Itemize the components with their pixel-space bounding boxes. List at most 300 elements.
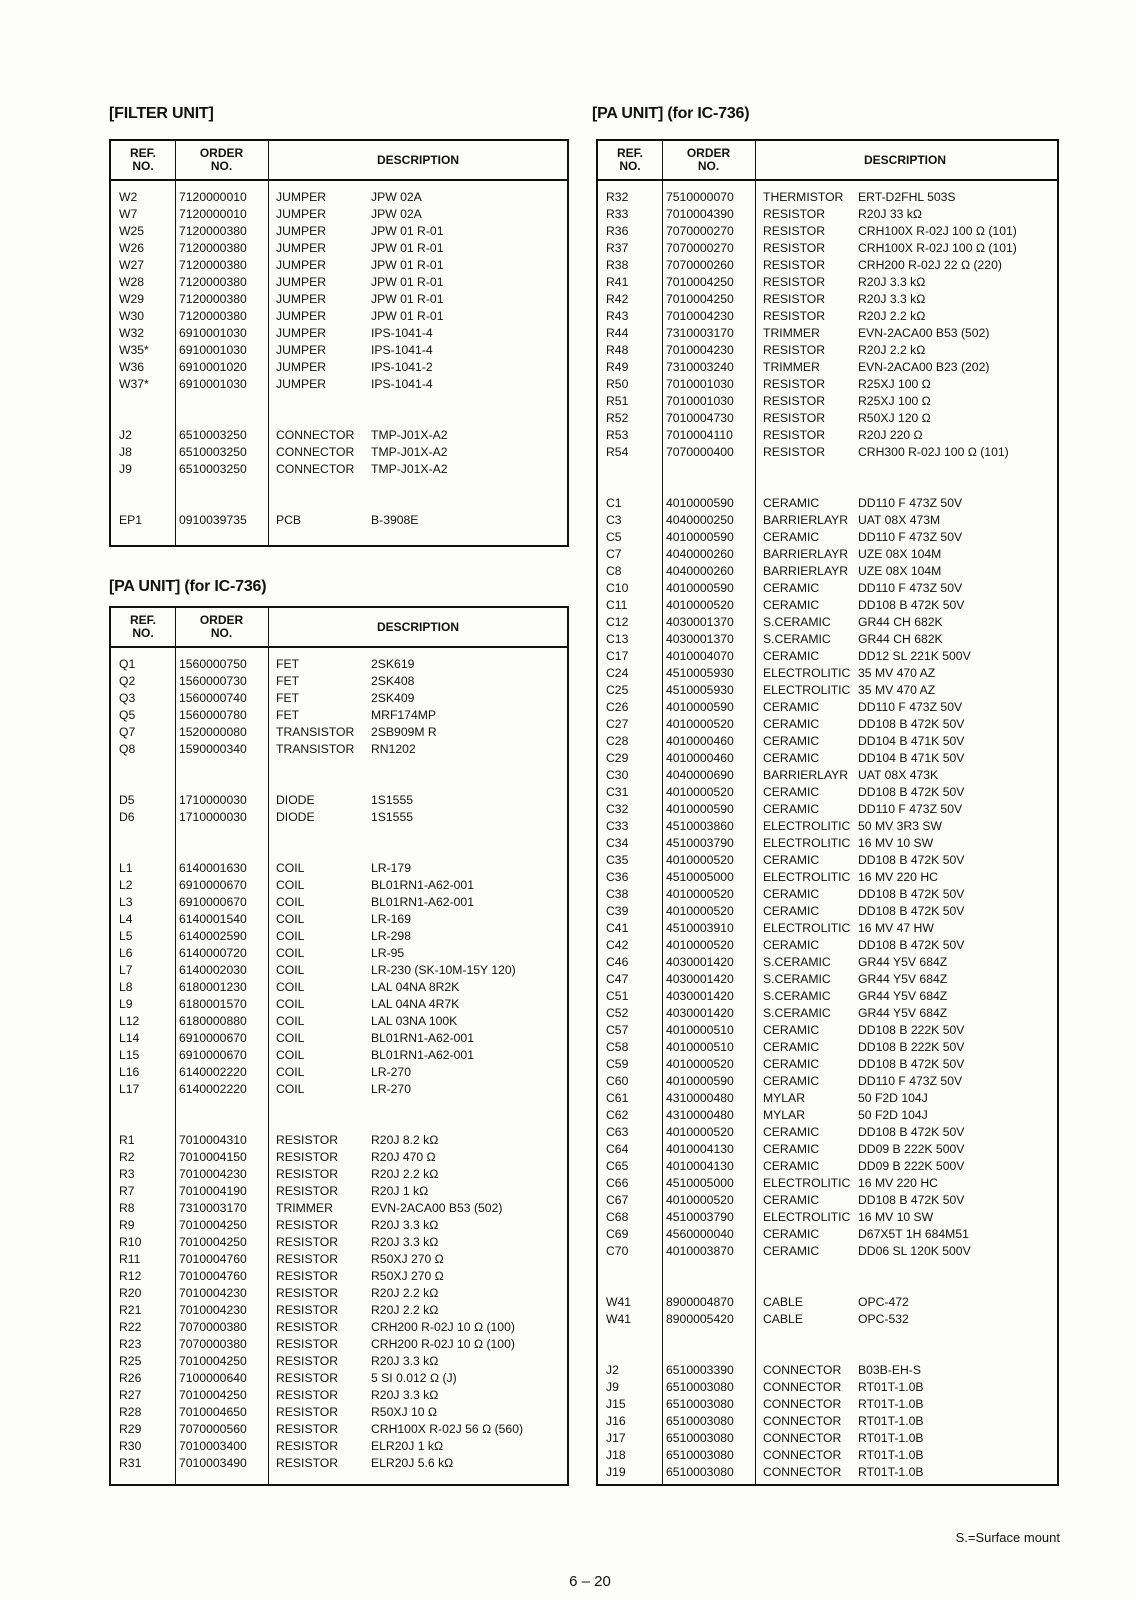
order-no: 7010004230 — [179, 1303, 247, 1317]
ref-no: L12 — [119, 1014, 140, 1028]
table-row — [111, 1370, 567, 1387]
table-row — [111, 860, 567, 877]
ref-no: R27 — [119, 1388, 142, 1402]
part-type: CONNECTOR — [763, 1397, 842, 1411]
part-value: R20J 3.3 kΩ — [371, 1354, 439, 1368]
order-no: 6510003080 — [666, 1448, 734, 1462]
order-no: 6510003080 — [666, 1414, 734, 1428]
ref-no: C47 — [606, 972, 629, 986]
order-no: 7120000380 — [179, 258, 247, 272]
ref-no: C68 — [606, 1210, 629, 1224]
order-no: 7070000270 — [666, 224, 734, 238]
order-no: 4010000590 — [666, 530, 734, 544]
table-row — [598, 801, 1057, 818]
part-value: DD108 B 472K 50V — [858, 1193, 965, 1207]
part-value: R50XJ 270 Ω — [371, 1252, 444, 1266]
ref-no: W35* — [119, 343, 149, 357]
header-ref-no-line: REF. — [129, 146, 156, 160]
part-type: COIL — [276, 980, 305, 994]
order-no: 1710000030 — [179, 793, 247, 807]
group-spacer — [598, 1277, 1057, 1294]
table-row — [111, 673, 567, 690]
table-row — [598, 1124, 1057, 1141]
part-type: ELECTROLITIC — [763, 836, 851, 850]
part-type: CERAMIC — [763, 1125, 820, 1139]
part-type: CERAMIC — [763, 649, 820, 663]
ref-no: W28 — [119, 275, 145, 289]
order-no: 7010004230 — [179, 1167, 247, 1181]
part-type: S.CERAMIC — [763, 615, 831, 629]
part-type: FET — [276, 657, 300, 671]
ref-no: R22 — [119, 1320, 142, 1334]
table-row — [111, 325, 567, 342]
table-row — [598, 614, 1057, 631]
order-no: 7010003490 — [179, 1456, 247, 1470]
table-row — [111, 274, 567, 291]
part-type: CERAMIC — [763, 530, 820, 544]
table-row — [111, 911, 567, 928]
ref-no: Q7 — [119, 725, 136, 739]
part-type: CERAMIC — [763, 853, 820, 867]
part-type: RESISTOR — [276, 1269, 339, 1283]
table-row — [111, 877, 567, 894]
part-type: MYLAR — [763, 1091, 805, 1105]
part-value: RT01T-1.0B — [858, 1397, 924, 1411]
part-type: ELECTROLITIC — [763, 921, 851, 935]
ref-no: J2 — [606, 1363, 619, 1377]
order-no: 7010003400 — [179, 1439, 247, 1453]
part-type: S.CERAMIC — [763, 1006, 831, 1020]
pa-unit-right-title: [PA UNIT] (for IC-736) — [592, 105, 750, 122]
part-value: 2SK409 — [371, 691, 415, 705]
part-value: GR44 CH 682K — [858, 632, 943, 646]
ref-no: C66 — [606, 1176, 629, 1190]
order-no: 7070000380 — [179, 1337, 247, 1351]
part-value: EVN-2ACA00 B23 (202) — [858, 360, 990, 374]
ref-no: W26 — [119, 241, 145, 255]
order-no: 4010004070 — [666, 649, 734, 663]
part-value: DD110 F 473Z 50V — [858, 530, 963, 544]
part-type: THERMISTOR — [763, 190, 844, 204]
part-type: DIODE — [276, 793, 315, 807]
part-type: COIL — [276, 963, 305, 977]
table-row — [598, 1056, 1057, 1073]
part-type: RESISTOR — [276, 1388, 339, 1402]
order-no: 6510003080 — [666, 1465, 734, 1479]
order-no: 6510003080 — [666, 1431, 734, 1445]
part-value: ELR20J 1 kΩ — [371, 1439, 444, 1453]
order-no: 7070000260 — [666, 258, 734, 272]
ref-no: D5 — [119, 793, 135, 807]
part-type: RESISTOR — [276, 1371, 339, 1385]
ref-no: C52 — [606, 1006, 629, 1020]
ref-no: L6 — [119, 946, 133, 960]
order-no: 4310000480 — [666, 1108, 734, 1122]
table-row — [111, 240, 567, 257]
ref-no: W25 — [119, 224, 145, 238]
table-row — [111, 1166, 567, 1183]
part-type: CONNECTOR — [276, 462, 355, 476]
order-no: 7010004230 — [666, 309, 734, 323]
group-spacer — [111, 843, 567, 860]
ref-no: L16 — [119, 1065, 140, 1079]
ref-no: L8 — [119, 980, 133, 994]
part-type: RESISTOR — [763, 411, 826, 425]
part-type: CERAMIC — [763, 581, 820, 595]
part-value: JPW 02A — [371, 207, 422, 221]
part-type: CERAMIC — [763, 1074, 820, 1088]
order-no: 7310003170 — [179, 1201, 247, 1215]
table-row — [598, 1379, 1057, 1396]
part-type: RESISTOR — [276, 1422, 339, 1436]
ref-no: C3 — [606, 513, 622, 527]
ref-no: W7 — [119, 207, 138, 221]
part-type: S.CERAMIC — [763, 989, 831, 1003]
order-no: 4010004130 — [666, 1142, 734, 1156]
ref-no: L1 — [119, 861, 133, 875]
table-row — [111, 809, 567, 826]
part-type: RESISTOR — [763, 428, 826, 442]
order-no: 4030001420 — [666, 989, 734, 1003]
part-type: RESISTOR — [276, 1286, 339, 1300]
table-row — [111, 724, 567, 741]
group-spacer — [111, 410, 567, 427]
part-value: 50 MV 3R3 SW — [858, 819, 942, 833]
table-row — [111, 223, 567, 240]
part-type: BARRIERLAYR — [763, 547, 849, 561]
order-no: 4010000460 — [666, 734, 734, 748]
part-type: COIL — [276, 929, 305, 943]
ref-no: C31 — [606, 785, 629, 799]
order-no: 4010000510 — [666, 1040, 734, 1054]
order-no: 1710000030 — [179, 810, 247, 824]
table-row — [111, 1132, 567, 1149]
ref-no: Q8 — [119, 742, 136, 756]
part-type: COIL — [276, 946, 305, 960]
part-type: COIL — [276, 997, 305, 1011]
order-no: 4030001420 — [666, 955, 734, 969]
part-type: CERAMIC — [763, 904, 820, 918]
part-value: MRF174MP — [371, 708, 437, 722]
part-value: R20J 3.3 kΩ — [858, 292, 926, 306]
part-value: DD108 B 472K 50V — [858, 938, 965, 952]
table-row — [111, 928, 567, 945]
order-no: 7010004760 — [179, 1252, 247, 1266]
ref-no: L4 — [119, 912, 133, 926]
part-value: 35 MV 470 AZ — [858, 666, 936, 680]
header-order-no — [662, 141, 755, 179]
part-value: EVN-2ACA00 B53 (502) — [371, 1201, 503, 1215]
order-no: 4030001420 — [666, 972, 734, 986]
table-row — [598, 1243, 1057, 1260]
part-type: ELECTROLITIC — [763, 666, 851, 680]
table-row — [111, 1200, 567, 1217]
part-value: IPS-1041-4 — [371, 343, 433, 357]
ref-no: C41 — [606, 921, 629, 935]
table-row — [598, 937, 1057, 954]
part-type: BARRIERLAYR — [763, 513, 849, 527]
order-no: 4040000250 — [666, 513, 734, 527]
table-row — [598, 767, 1057, 784]
part-type: RESISTOR — [763, 258, 826, 272]
table-row — [111, 427, 567, 444]
group-spacer — [111, 393, 567, 410]
table-row — [111, 690, 567, 707]
part-value: R20J 33 kΩ — [858, 207, 922, 221]
order-no: 4010000520 — [666, 717, 734, 731]
header-ref-no — [111, 608, 175, 646]
part-type: RESISTOR — [276, 1439, 339, 1453]
header-order-no-line: NO. — [697, 159, 720, 173]
ref-no: C36 — [606, 870, 629, 884]
ref-no: C62 — [606, 1108, 629, 1122]
part-value: 16 MV 220 HC — [858, 870, 938, 884]
part-value: RN1202 — [371, 742, 416, 756]
part-value: R20J 220 Ω — [858, 428, 923, 442]
ref-no: W36 — [119, 360, 145, 374]
ref-no: C8 — [606, 564, 622, 578]
table-row — [598, 546, 1057, 563]
part-type: S.CERAMIC — [763, 632, 831, 646]
part-value: JPW 01 R-01 — [371, 224, 444, 238]
order-no: 6180000880 — [179, 1014, 247, 1028]
filter-unit-table — [109, 139, 569, 547]
part-value: 2SB909M R — [371, 725, 437, 739]
part-type: COIL — [276, 1065, 305, 1079]
header-ref-no-line: NO. — [132, 626, 154, 640]
table-row — [111, 1387, 567, 1404]
order-no: 7120000380 — [179, 309, 247, 323]
part-type: FET — [276, 691, 300, 705]
part-value: DD110 F 473Z 50V — [858, 700, 963, 714]
table-row — [111, 1404, 567, 1421]
ref-no: C32 — [606, 802, 629, 816]
order-no: 6510003080 — [666, 1380, 734, 1394]
group-spacer — [598, 1260, 1057, 1277]
table-row — [598, 920, 1057, 937]
ref-no: J19 — [606, 1465, 626, 1479]
ref-no: C5 — [606, 530, 622, 544]
part-type: JUMPER — [276, 275, 327, 289]
table-row — [111, 1302, 567, 1319]
part-type: TRIMMER — [276, 1201, 333, 1215]
table-row — [598, 1396, 1057, 1413]
ref-no: R50 — [606, 377, 629, 391]
table-row — [598, 1311, 1057, 1328]
order-no: 4010000590 — [666, 700, 734, 714]
ref-no: R23 — [119, 1337, 142, 1351]
part-value: 16 MV 47 HW — [858, 921, 934, 935]
part-value: JPW 01 R-01 — [371, 258, 444, 272]
part-value: R20J 8.2 kΩ — [371, 1133, 439, 1147]
table-row — [111, 979, 567, 996]
ref-no: C1 — [606, 496, 622, 510]
header-order-no — [175, 608, 268, 646]
table-row — [111, 376, 567, 393]
part-value: R20J 1 kΩ — [371, 1184, 429, 1198]
table-row — [598, 512, 1057, 529]
order-no: 4510003790 — [666, 1210, 734, 1224]
part-type: PCB — [276, 513, 302, 527]
table-row — [598, 444, 1057, 461]
ref-no: R26 — [119, 1371, 142, 1385]
ref-no: C17 — [606, 649, 629, 663]
ref-no: W2 — [119, 190, 138, 204]
table-row — [111, 359, 567, 376]
table-row — [598, 257, 1057, 274]
part-value: UZE 08X 104M — [858, 547, 942, 561]
ref-no: C57 — [606, 1023, 629, 1037]
part-type: RESISTOR — [763, 292, 826, 306]
ref-no: R52 — [606, 411, 629, 425]
ref-no: W37* — [119, 377, 149, 391]
table-body — [598, 189, 1057, 1481]
table-row — [111, 189, 567, 206]
order-no: 7010004110 — [666, 428, 733, 442]
ref-no: R3 — [119, 1167, 135, 1181]
table-row — [111, 1455, 567, 1472]
table-row — [111, 1336, 567, 1353]
table-row — [598, 1209, 1057, 1226]
order-no: 4010000520 — [666, 853, 734, 867]
order-no: 4010000590 — [666, 496, 734, 510]
part-value: 16 MV 220 HC — [858, 1176, 938, 1190]
part-type: FET — [276, 674, 300, 688]
part-type: CERAMIC — [763, 1159, 820, 1173]
ref-no: C65 — [606, 1159, 629, 1173]
part-value: DD108 B 472K 50V — [858, 904, 965, 918]
part-value: JPW 01 R-01 — [371, 309, 444, 323]
part-type: CERAMIC — [763, 802, 820, 816]
part-type: CERAMIC — [763, 1227, 820, 1241]
part-type: JUMPER — [276, 207, 327, 221]
part-value: R20J 3.3 kΩ — [371, 1218, 439, 1232]
group-spacer — [111, 826, 567, 843]
order-no: 6510003250 — [179, 445, 247, 459]
order-no: 7010001030 — [666, 377, 734, 391]
table-row — [598, 1107, 1057, 1124]
part-type: CONNECTOR — [763, 1465, 842, 1479]
ref-no: L7 — [119, 963, 133, 977]
order-no: 7120000380 — [179, 241, 247, 255]
part-value: 35 MV 470 AZ — [858, 683, 936, 697]
ref-no: R10 — [119, 1235, 142, 1249]
order-no: 4030001370 — [666, 632, 734, 646]
order-no: 7010001030 — [666, 394, 734, 408]
part-value: BL01RN1-A62-001 — [371, 1048, 474, 1062]
table-row — [598, 988, 1057, 1005]
table-row — [598, 427, 1057, 444]
ref-no: R29 — [119, 1422, 142, 1436]
part-type: COIL — [276, 1014, 305, 1028]
ref-no: R51 — [606, 394, 629, 408]
order-no: 4510005000 — [666, 1176, 734, 1190]
header-description — [268, 608, 568, 646]
ref-no: C38 — [606, 887, 629, 901]
part-value: DD110 F 473Z 50V — [858, 496, 963, 510]
table-row — [598, 1192, 1057, 1209]
order-no: 7010004390 — [666, 207, 734, 221]
order-no: 7070000380 — [179, 1320, 247, 1334]
part-type: CERAMIC — [763, 700, 820, 714]
part-value: DD108 B 222K 50V — [858, 1040, 965, 1054]
part-value: CRH100X R-02J 100 Ω (101) — [858, 241, 1017, 255]
part-type: BARRIERLAYR — [763, 564, 849, 578]
table-header — [111, 141, 567, 181]
header-description — [268, 141, 568, 179]
part-value: LR-95 — [371, 946, 405, 960]
part-value: GR44 Y5V 684Z — [858, 1006, 948, 1020]
ref-no: C61 — [606, 1091, 629, 1105]
group-spacer — [111, 1098, 567, 1115]
table-row — [598, 580, 1057, 597]
table-row — [598, 1175, 1057, 1192]
part-value: 50 F2D 104J — [858, 1091, 928, 1105]
order-no: 6510003250 — [179, 462, 247, 476]
part-type: CABLE — [763, 1295, 803, 1309]
ref-no: C60 — [606, 1074, 629, 1088]
table-row — [111, 707, 567, 724]
ref-no: J15 — [606, 1397, 626, 1411]
part-value: UAT 08X 473M — [858, 513, 941, 527]
part-type: RESISTOR — [276, 1303, 339, 1317]
ref-no: C29 — [606, 751, 629, 765]
part-value: TMP-J01X-A2 — [371, 445, 448, 459]
table-row — [598, 1005, 1057, 1022]
table-header — [598, 141, 1057, 181]
ref-no: W30 — [119, 309, 145, 323]
order-no: 6910000670 — [179, 1048, 247, 1062]
part-value: R20J 3.3 kΩ — [858, 275, 926, 289]
header-description-line: DESCRIPTION — [376, 619, 459, 634]
part-type: TRANSISTOR — [276, 725, 355, 739]
ref-no: R12 — [119, 1269, 142, 1283]
part-type: COIL — [276, 895, 305, 909]
table-row — [111, 444, 567, 461]
part-value: R20J 2.2 kΩ — [858, 343, 926, 357]
part-value: TMP-J01X-A2 — [371, 428, 448, 442]
part-type: RESISTOR — [276, 1150, 339, 1164]
ref-no: C51 — [606, 989, 629, 1003]
pa-unit-left-title: [PA UNIT] (for IC-736) — [109, 578, 267, 595]
table-row — [111, 1030, 567, 1047]
table-row — [598, 1226, 1057, 1243]
ref-no: C34 — [606, 836, 629, 850]
ref-no: R11 — [119, 1252, 141, 1266]
part-value: GR44 Y5V 684Z — [858, 955, 948, 969]
part-value: ELR20J 5.6 kΩ — [371, 1456, 454, 1470]
part-type: RESISTOR — [276, 1184, 339, 1198]
table-row — [598, 665, 1057, 682]
ref-no: J9 — [606, 1380, 619, 1394]
header-ref-no-line: REF. — [616, 146, 643, 160]
ref-no: L9 — [119, 997, 133, 1011]
part-type: RESISTOR — [763, 377, 826, 391]
header-description-line: DESCRIPTION — [376, 152, 459, 167]
order-no: 7010004730 — [666, 411, 734, 425]
order-no: 6910000670 — [179, 895, 247, 909]
part-value: 2SK619 — [371, 657, 415, 671]
part-type: JUMPER — [276, 258, 327, 272]
part-value: 1S1555 — [371, 793, 414, 807]
order-no: 4010000520 — [666, 938, 734, 952]
order-no: 6140001540 — [179, 912, 247, 926]
order-no: 6910000670 — [179, 878, 247, 892]
part-value: R25XJ 100 Ω — [858, 394, 931, 408]
ref-no: R30 — [119, 1439, 142, 1453]
order-no: 4510005000 — [666, 870, 734, 884]
part-type: JUMPER — [276, 377, 327, 391]
